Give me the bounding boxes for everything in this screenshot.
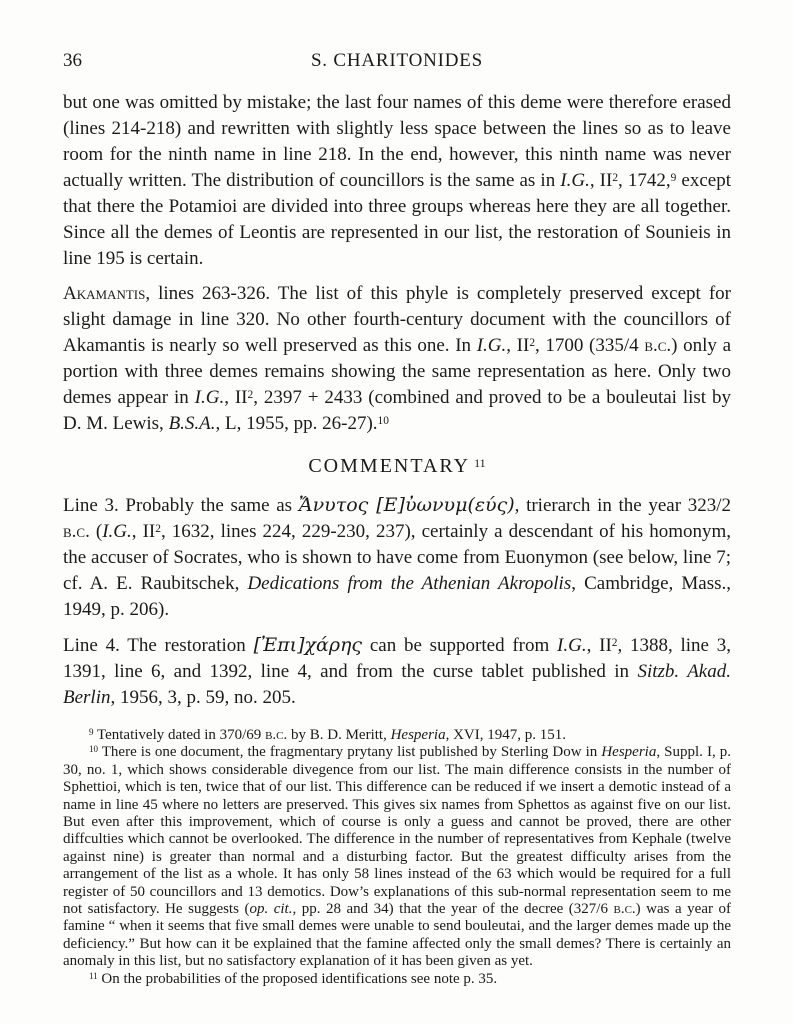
heading-footnote-ref: 11 [474,455,486,470]
text-segment: , 1956, 3, p. 59, no. 205. [110,687,296,708]
footnote-marker: 9 [89,726,94,737]
text-segment: , 1388, line 3, 1391, line 6, and 1392, line 4, and from the curse tablet published in [63,635,732,682]
footnote-marker: 11 [89,970,98,981]
text-segment: ( [89,521,103,542]
commentary-body [63,492,731,711]
text-segment: I.G. [102,521,132,542]
text-segment: On the probabilities of the proposed identifications see note p. 35. [97,970,498,987]
text-segment: ) was a year of famine “ when it seems that five small demes were unable to send bouleutai, and the larger demes made up the deficiency.” But how can it be explained that the famine affected only the small demes? There is certainly an anomaly in this list, but no satisfactory explanation of it has been given as yet. [63,901,731,970]
footnote-ref: 2 [247,388,254,401]
footnote-ref: 10 [377,414,389,427]
footnote-ref: 2 [611,636,618,649]
text-segment: Sitzb. Akad. Berlin [63,661,731,708]
text-segment: , II [506,335,530,356]
text-segment: by B. D. Meritt, [287,727,391,743]
text-segment: , II [586,635,612,656]
footnote-9 [63,727,731,744]
text-segment: , II [131,521,156,542]
text-segment: b.c. [265,727,288,743]
text-segment: There is one document, the fragmentary prytany list published by Sterling Dow in [98,744,602,761]
text-segment: Line 3. Probably the same as [63,495,299,516]
text-segment: , 1632, lines 224, 229-230, 237), certainly a descendant of his homonym, the accuser of Socrates, who is shown to have come from Euonymon (see below, line 7; cf. A. E. Raubitschek, [63,521,732,594]
footnote-marker: 10 [89,744,98,755]
text-segment: , II [589,170,613,191]
text-segment: , 2397 + 2433 (combined and proved to be a bouleutai list by D. M. Lewis, [63,387,731,434]
paragraph-line-4 [63,632,731,711]
text-segment: except that there the Potamioi are divided into three groups whereas here they are all together. Since all the demes of Leontis are represented in our list, the restoration of Sounieis in line 195 is certain. [63,170,732,269]
text-segment: , lines 263-326. The list of this phyle is completely preserved except for slight damage in line 320. No other fourth-century document with the councillors of Akamantis is nearly so well preserved as this one. In [63,283,731,356]
text-segment: , 1700 (335/4 [535,335,645,356]
running-head: S. CHARITONIDES [310,50,484,71]
text-segment: b.c. [644,335,672,356]
article-body [63,90,731,437]
text-block [63,50,731,988]
footnotes-section [63,727,731,988]
text-segment: , L, 1955, pp. 26-27). [215,413,378,434]
text-segment: [Ἐπι]χάρης [253,634,363,656]
commentary-heading-label: COMMENTARY [308,455,471,477]
text-segment: , pp. 28 and 34) that the year of the decree (327/6 [292,901,614,918]
text-segment: , XVI, 1947, p. 151. [445,727,567,743]
paragraph-akamantis [63,281,731,437]
text-segment: Hesperia [390,727,446,743]
paragraph-line-3 [63,492,731,623]
text-segment: Akamantis [63,283,146,304]
text-segment: can be supported from [362,635,558,656]
text-segment: b.c. [63,521,90,542]
text-segment: , Suppl. I, p. 30, no. 1, which shows considerable divegence from our list. The main difference consists in the number of Sphettioi, which is ten, twice that of our list. This difference can be reduced if we insert a demotic instead of a name in line 45 where no letters are preserved. This gives six names from Sphettos as against five on our list. But even after this improvement, which of course is only a guess and cannot be proved, there are other diffculties which cannot be overlooked. The difference in the number of representatives from Kephale (twelve against nine) is greater than normal and a disturbing factor. But the greatest difficulty arises from the arrangement of the list as a whole. It has only 58 lines instead of the 63 which would be required for a full register of 50 councillors and 13 demotics. Dow’s explanations of this sub-normal representation seem to me not satisfactory. He suggests ( [63,744,731,918]
text-segment: b.c. [613,901,636,918]
text-segment: Tentatively dated in 370/69 [93,727,266,743]
footnote-ref: 2 [612,171,619,184]
footnote-ref: 2 [155,522,161,535]
text-segment: B.S.A. [168,413,216,434]
text-segment: I.G. [476,335,507,356]
paragraph-deme-erasure [63,90,731,272]
text-segment: , 1742, [618,170,671,191]
text-segment: Hesperia [601,744,657,761]
text-segment: , II [224,387,248,408]
text-segment: Ἄνυτος [Ε]ὐωνυμ(εύς) [298,494,515,516]
text-segment: but one was omitted by mistake; the last four names of this deme were therefore erased (lines 214-218) and rewritten with slightly less space between the lines so as to leave room for the ninth name in line 218. In the end, however, this ninth name was never actually written. The distribution of councillors is the same as in [63,92,731,191]
text-segment: Dedications from the Athenian Akropolis [247,573,572,594]
footnote-ref: 2 [529,336,536,349]
text-segment: I.G. [557,635,587,656]
text-segment: I.G. [560,170,590,191]
text-segment: op. cit. [249,901,293,918]
footnote-10 [63,744,731,970]
text-segment: Line 4. The restoration [63,635,254,656]
commentary-heading [63,455,731,478]
text-segment: , trierarch in the year 323/2 [514,495,731,516]
footnote-11 [63,971,731,988]
page-header [63,50,731,76]
text-segment: , Cambridge, Mass., 1949, p. 206). [63,573,731,620]
text-segment: ) only a portion with three demes remains showing the same representation as here. Only two demes appear in [63,335,732,408]
footnote-ref: 9 [670,171,677,184]
page-number: 36 [63,50,82,71]
text-segment: I.G. [194,387,225,408]
